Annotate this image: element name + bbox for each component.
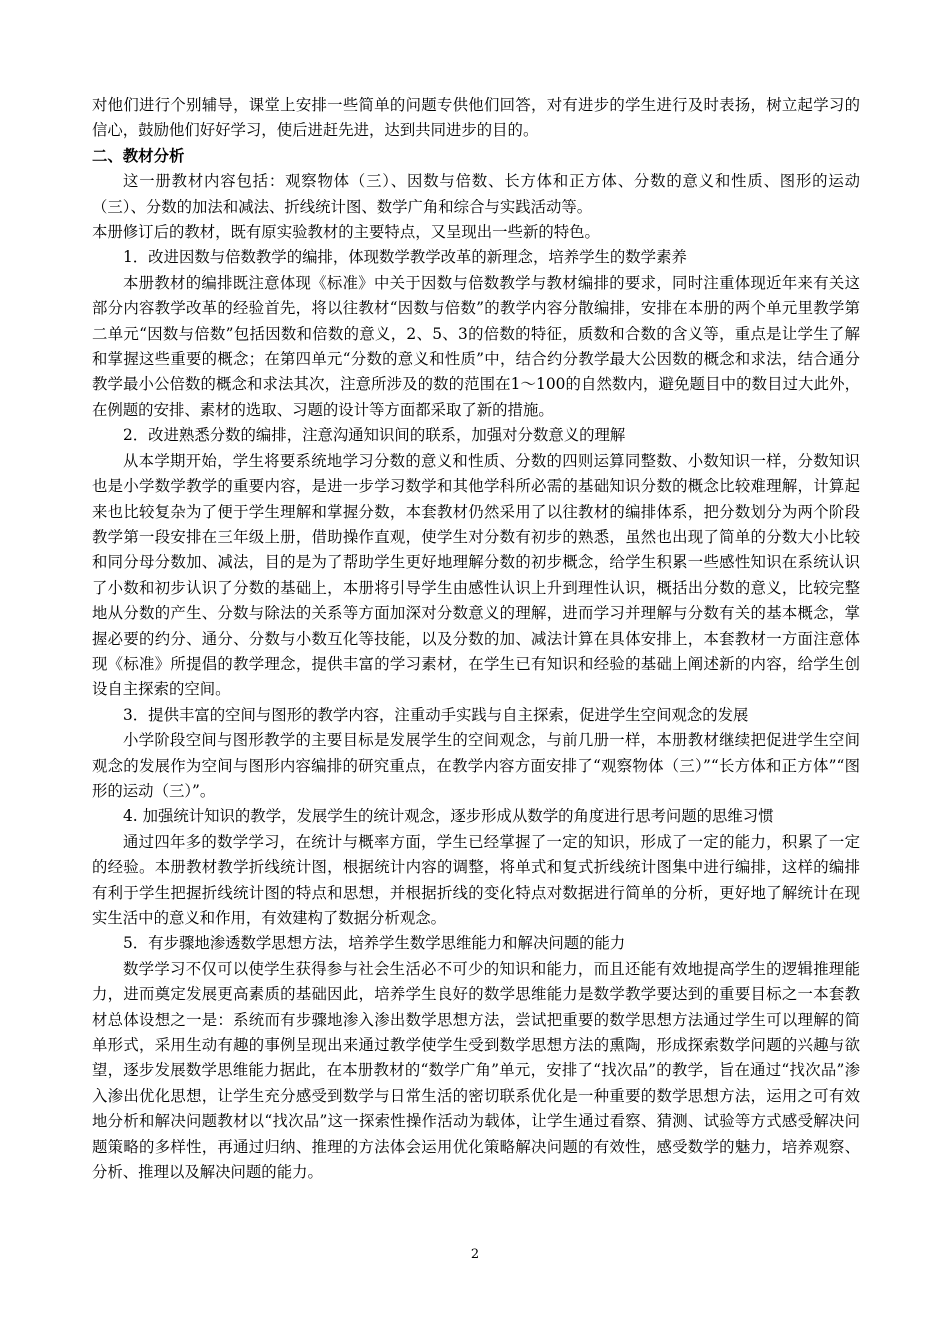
paragraph-features: 本册修订后的教材，既有原实验教材的主要特点，又呈现出一些新的特色。 <box>92 223 600 242</box>
paragraph-fractions: 从本学期开始，学生将要系统地学习分数的意义和性质、分数的四则运算同整数、小数知识一样，分数知识也是小学数学教学的重要内容，是进一步学习数学和其他学科所必需的基础知识分数的概念比较难理解，计算起来也比较复杂为了便于学生理解和掌握分数，本套教材仍然采用了以往教材的编排体系，把分数划分为两个阶段教学第一段安排在三年级上册，借助操作直观，使学生对分数有初步的熟悉，虽然也出现了简单的分数大小比较和同分母分数加、减法，目的是为了帮助学生更好地理解分数的初步概念，给学生积累一些感性知识在系统认识了小数和初步认识了分数的基础上，本册将引导学生由感性认识上升到理性认识，概括出分数的意义，比较完整地从分数的产生、分数与除法的关系等方面加深对分数意义的理解，进而学习并理解与分数有关的基本概念，掌握必要的约分、通分、分数与小数互化等技能，以及分数的加、减法计算在具体安排上，本套教材一方面注意体现《标准》所提倡的教学理念，提供丰富的学习素材，在学生已有知识和经验的基础上阐述新的内容，给学生创设自主探索的空间。 <box>92 451 860 699</box>
paragraph-math-thinking: 数学学习不仅可以使学生获得参与社会生活必不可少的知识和能力，而且还能有效地提高学生的逻辑推理能力，进而奠定发展更高素质的基础因此，培养学生良好的数学思维能力是数学教学要达到的重要目标之一本套教材总体设想之一是：系统而有步骤地渗入渗出数学思想方法，尝试把重要的数学思想方法通过学生可以理解的简单形式，采用生动有趣的事例呈现出来通过教学使学生受到数学思想方法的熏陶，形成探索数学问题的兴趣与欲望，逐步发展数学思维能力据此，在本册教材的“数学广角”单元，安排了“找次品”的教学，旨在通过“找次品”渗入渗出优化思想，让学生充分感受到数学与日常生活的密切联系优化是一种重要的数学思想方法，运用之可有效地分析和解决问题教材以“找次品”这一探索性操作活动为载体，让学生通过看察、猜测、试验等方式感受解决问题策略的多样性，再通过归纳、推理的方法体会运用优化策略解决问题的有效性，感受数学的魅力，培养观察、分析、推理以及解决问题的能力。 <box>92 959 860 1182</box>
paragraph-continuation: 对他们进行个别辅导，课堂上安排一些简单的问题专供他们回答，对有进步的学生进行及时表扬，树立起学习的信心，鼓励他们好好学习，使后进赶先进，达到共同进步的目的。 <box>92 96 860 140</box>
subheading-statistics: 4. 加强统计知识的教学，发展学生的统计观念，逐步形成从数学的角度进行思考问题的思维习惯 <box>123 807 774 826</box>
paragraph-factors-multiples: 本册教材的编排既注意体现《标准》中关于因数与倍数教学与教材编排的要求，同时注重体现近年来有关这部分内容教学改革的经验首先，将以往教材“因数与倍数”的教学内容分散编排，安排在本册的两个单元里教学第二单元“因数与倍数”包括因数和倍数的意义，2、5、3的倍数的特征，质数和合数的含义等，重点是让学生了解和掌握这些重要的概念；在第四单元“分数的意义和性质”中，结合约分教学最大公因数的概念和求法，结合通分教学最小公倍数的概念和求法其次，注意所涉及的数的范围在1～100的自然数内，避免题目中的数目过大此外，在例题的安排、素材的选取、习题的设计等方面都采取了新的措施。 <box>92 273 860 419</box>
page-number: 2 <box>470 1247 480 1262</box>
subheading-space-shapes: 3．提供丰富的空间与图形的教学内容，注重动手实践与自主探索，促进学生空间观念的发展 <box>123 705 749 724</box>
section-heading-textbook-analysis: 二、教材分析 <box>92 146 185 165</box>
subheading-math-thinking: 5．有步骤地渗透数学思想方法，培养学生数学思维能力和解决问题的能力 <box>123 934 626 953</box>
subheading-factors-multiples: 1．改进因数与倍数教学的编排，体现数学教学改革的新理念，培养学生的数学素养 <box>123 248 687 267</box>
subheading-fractions: 2．改进熟悉分数的编排，注意沟通知识间的联系，加强对分数意义的理解 <box>123 426 626 445</box>
paragraph-statistics: 通过四年多的数学学习，在统计与概率方面，学生已经掌握了一定的知识，形成了一定的能力，积累了一定的经验。本册教材教学折线统计图，根据统计内容的调整，将单式和复式折线统计图集中进行编排，这样的编排有利于学生把握折线统计图的特点和思想，并根据折线的变化特点对数据进行简单的分析，更好地了解统计在现实生活中的意义和作用，有效建构了数据分析观念。 <box>92 832 860 927</box>
document-page <box>92 93 860 1185</box>
paragraph-space-shapes: 小学阶段空间与图形教学的主要目标是发展学生的空间观念，与前几册一样，本册教材继续把促进学生空间观念的发展作为空间与图形内容编排的研究重点，在教学内容方面安排了“观察物体（三）”“长方体和正方体”“图形的运动（三）”。 <box>92 731 860 800</box>
paragraph-contents: 这一册教材内容包括：观察物体（三）、因数与倍数、长方体和正方体、分数的意义和性质、图形的运动（三）、分数的加法和减法、折线统计图、数学广角和综合与实践活动等。 <box>92 172 860 216</box>
